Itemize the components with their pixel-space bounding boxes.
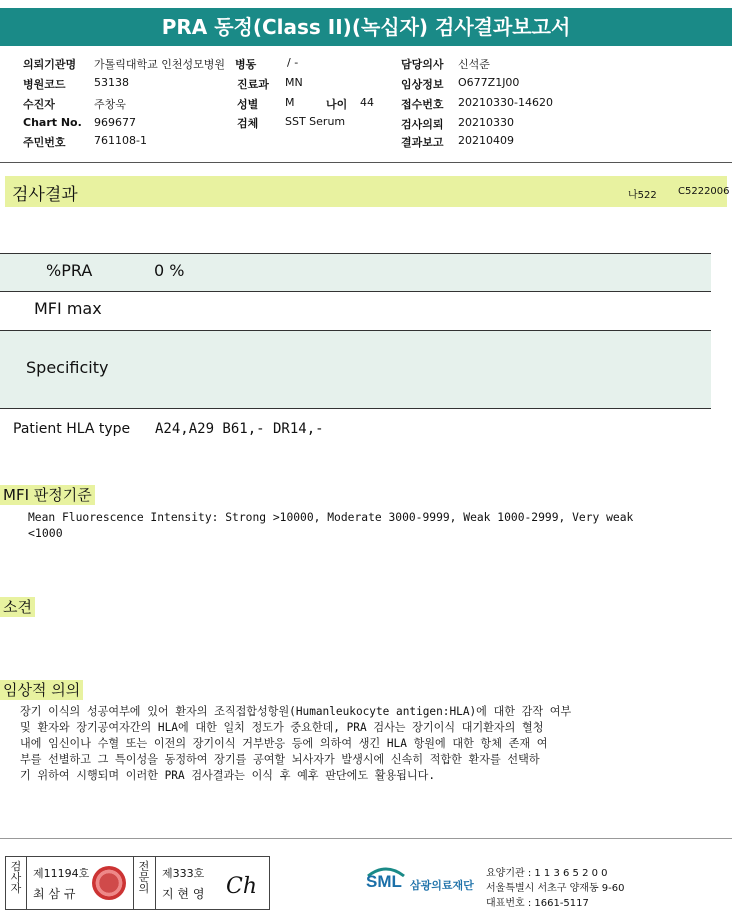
approver-license: 제333호: [162, 867, 205, 880]
specificity-label: Specificity: [26, 358, 109, 377]
mfi-criteria-text-1: Mean Fluorescence Intensity: Strong >10000, Moderate 3000-9999, Weak 1000-2999, Very weak: [28, 511, 634, 524]
ward-value: / -: [287, 56, 299, 69]
resident-no-value: 761108-1: [94, 134, 147, 147]
institution-value: 가톨릭대학교 인천성모병원: [94, 58, 226, 71]
mfi-max-label: MFI max: [34, 299, 102, 318]
inspector-vertical-label: 검사자: [10, 860, 22, 895]
box-divider: [133, 856, 134, 910]
pra-value: 0 %: [154, 261, 185, 280]
clinical-significance-line: 부를 선별하고 그 특이성을 동정하여 장기를 공여할 뇌사자가 발생시에 신속히 적합한 환자를 선택하: [20, 753, 540, 766]
hospital-code-label: 병원코드: [23, 78, 66, 91]
age-value: 44: [360, 96, 374, 109]
report-date-label: 결과보고: [401, 136, 444, 149]
doctor-value: 신석준: [458, 58, 490, 71]
opinion-heading: 소견: [0, 597, 35, 617]
result-code-2: C5222006: [678, 186, 730, 197]
mfi-criteria-text-2: <1000: [28, 526, 63, 540]
hla-type-value: A24,A29 B61,- DR14,-: [155, 421, 324, 437]
receipt-no-value: 20210330-14620: [458, 96, 553, 109]
clinical-info-label: 임상정보: [401, 78, 444, 91]
care-code: 요양기관 : 1 1 3 6 5 2 0 0: [486, 868, 608, 879]
sex-value: M: [285, 96, 295, 109]
hla-type-label: Patient HLA type: [13, 421, 131, 437]
box-divider: [155, 856, 156, 910]
department-label: 진료과: [237, 78, 269, 91]
pra-label: %PRA: [46, 261, 93, 280]
inspector-license: 제11194호: [33, 867, 90, 880]
header-divider: [0, 162, 732, 163]
row-divider: [0, 253, 711, 254]
specimen-value: SST Serum: [285, 115, 346, 128]
foundation-name: 삼광의료재단: [410, 879, 474, 892]
clinical-significance-heading: 임상적 의의: [0, 680, 83, 700]
recipient-value: 주창욱: [94, 98, 126, 111]
clinical-significance-line: 및 환자와 장기공여자간의 HLA에 대한 일치 정도가 중요한데, PRA 검사는 장기이식 대기환자의 혈청: [20, 721, 544, 734]
clinical-significance-line: 장기 이식의 성공여부에 있어 환자의 조직접합성항원(Humanleukocyte antigen:HLA)에 대한 감작 여부: [20, 705, 572, 718]
seal-stamp-icon: [92, 866, 126, 900]
doctor-label: 담당의사: [401, 58, 444, 71]
ward-label: 병동: [235, 58, 257, 71]
clinical-info-value: O677Z1J00: [458, 76, 520, 89]
institution-label: 의뢰기관명: [23, 58, 77, 71]
mfi-criteria-heading: MFI 판정기준: [0, 485, 95, 505]
pra-row: [0, 253, 711, 291]
report-date-value: 20210409: [458, 134, 514, 147]
sex-label: 성별: [237, 98, 259, 111]
result-heading-bar: [5, 176, 727, 207]
recipient-label: 수진자: [23, 98, 55, 111]
request-date-label: 검사의뢰: [401, 118, 444, 131]
result-heading: 검사결과: [12, 185, 78, 205]
box-divider: [26, 856, 27, 910]
receipt-no-label: 접수번호: [401, 98, 444, 111]
clinical-significance-line: 내에 임신이나 수혈 또는 이전의 장기이식 거부반응 등에 의하여 생긴 HLA 항원에 대한 항체 존재 여: [20, 737, 548, 750]
request-date-value: 20210330: [458, 116, 514, 129]
hospital-code-value: 53138: [94, 76, 129, 89]
phone: 대표번호 : 1661-5117: [486, 898, 589, 909]
row-divider: [0, 330, 711, 331]
age-label: 나이: [326, 98, 348, 111]
chart-no-label: Chart No.: [23, 116, 82, 129]
row-divider: [0, 408, 711, 409]
approver-vertical-label: 전문의: [138, 860, 150, 895]
department-value: MN: [285, 76, 303, 89]
result-code-1: 나522: [628, 190, 657, 201]
specimen-label: 검체: [237, 117, 259, 130]
inspector-name: 최 삼 규: [33, 887, 76, 901]
resident-no-label: 주민번호: [23, 136, 66, 149]
sml-logo-text: SML: [366, 872, 402, 891]
footer-divider: [0, 838, 732, 839]
approver-name: 지 현 영: [162, 887, 205, 901]
row-divider: [0, 291, 711, 292]
signature: Ch: [226, 874, 258, 899]
report-title: PRA 동정(Class II)(녹십자) 검사결과보고서: [0, 8, 732, 46]
clinical-significance-line: 기 위하여 시행되며 이러한 PRA 검사결과는 이식 후 예후 판단에도 활용됩니다.: [20, 769, 436, 782]
address: 서울특별시 서초구 양재동 9-60: [486, 883, 625, 894]
chart-no-value: 969677: [94, 116, 136, 129]
